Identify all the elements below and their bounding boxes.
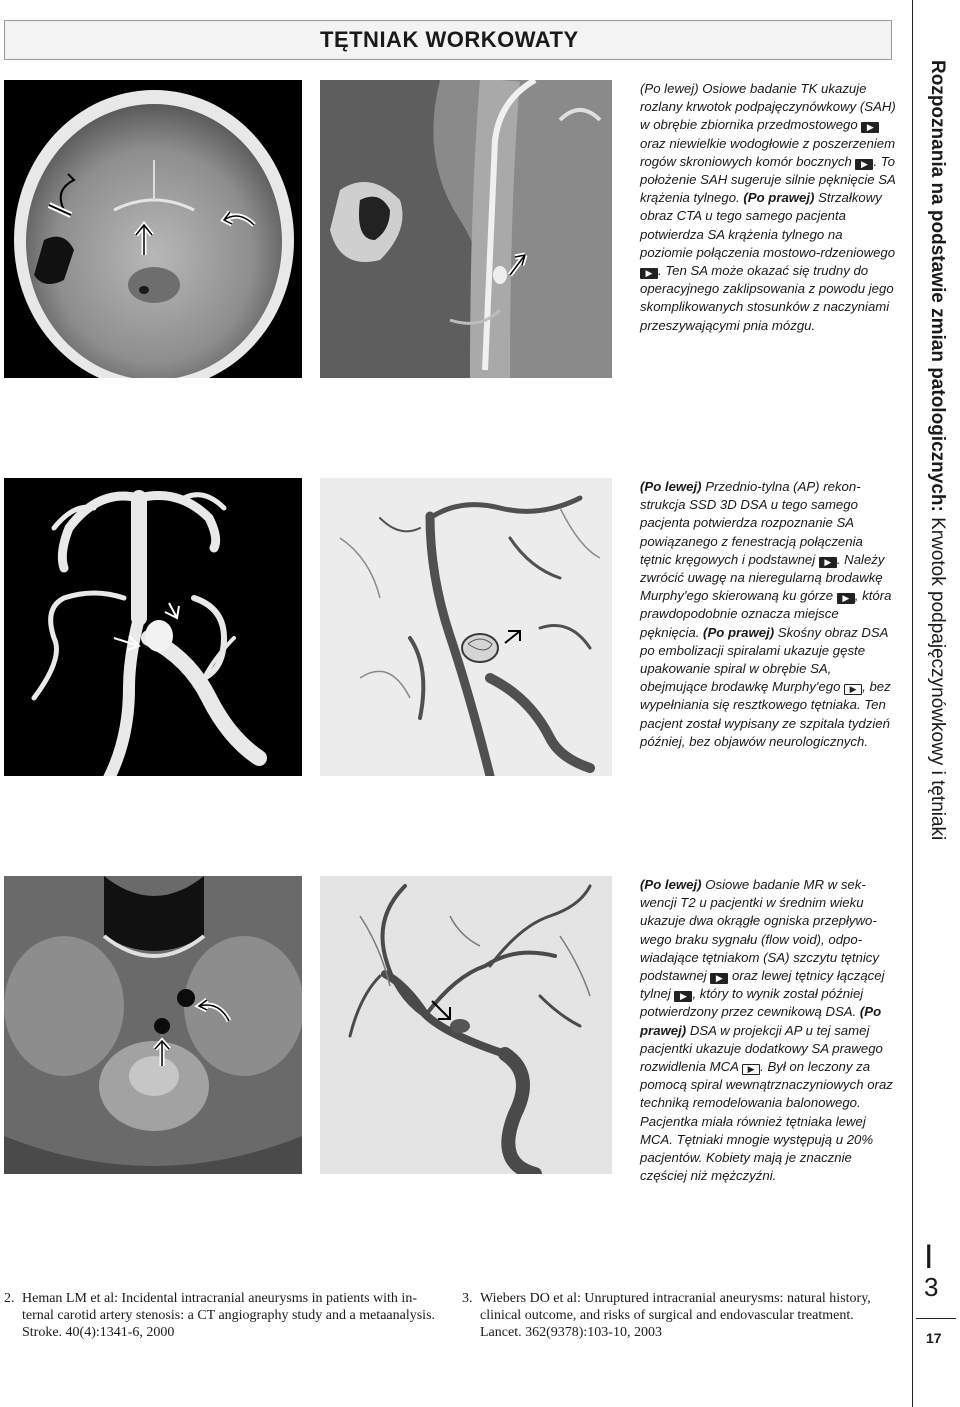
page-number-rule	[916, 1318, 956, 1319]
caption-1	[640, 80, 896, 335]
caption-text: DSA w projekcji AP u tej samej pacjentki ukazuje dodatkowy SA prawego rozwidlenia MCA	[640, 1022, 883, 1075]
caption-text: . To położenie SAH sugeruje silnie pęknięcie SA krążenia tylnego.	[640, 153, 896, 206]
ct-axial-image	[4, 80, 302, 378]
caption-text: . Ten SA może okazać się trudny do operacyjnego zaklipsowania z powodu jego skomplikowanych stosunków z naczyniami przeszywającymi pnia mózgu.	[640, 263, 894, 333]
reference-3	[462, 1290, 894, 1341]
caption-text: . Był on leczony za pomocą spiral wewnątrznaczyniowych oraz techniką remodelowania balonowego. Pacjentka miała również tętniaka lewej MCA. Tętniaki mnogie występują u 20% pacjentów. Kobiety mają je znacznie częściej niż mężczyźni.	[640, 1059, 893, 1184]
side-tab-title-bold: Rozpoznania na podstawie zmian patologicznych:	[927, 60, 948, 512]
dsa-3d-reconstruction-image	[4, 478, 302, 776]
inline-arrow-icon: ▶	[742, 1064, 760, 1075]
inline-arrow-icon: ▶	[861, 122, 879, 133]
caption-text: , który to wynik został później potwierdzony przez cewnikową DSA.	[640, 986, 864, 1020]
cta-sagittal-image	[320, 80, 612, 378]
inline-arrow-icon: ▶	[855, 159, 873, 170]
caption-text: (Po lewej)	[640, 81, 699, 96]
caption-label: (Po lewej)	[640, 877, 702, 892]
inline-arrow-icon: ▶	[710, 973, 728, 984]
caption-text: Strzałkowy obraz CTA u tego samego pacjenta potwierdza SA krążenia tylnego na poziomie połączenia mostowo-rdzeniowego	[640, 190, 896, 260]
caption-text: Osiowe badanie MR w sekwencji T2 u pacjentki w średnim wieku ukazuje dwa okrągłe ogniska przepływowego braku sygnału (flow void), odpowiadające tętniakom (SA) szczytu tętnicy podstawnej	[640, 877, 879, 984]
side-tab-title-light: Krwotok podpajęczynówkowy i tętniaki	[927, 511, 948, 841]
inline-arrow-icon: ▶	[819, 557, 837, 568]
caption-label: (Po prawej)	[640, 1004, 882, 1038]
caption-text: Osiowe badanie TK ukazuje rozlany krwotok podpajęczynówkowy (SAH) w obrębie zbiornika przedmostowego	[640, 81, 896, 133]
reference-number: 2.	[4, 1291, 15, 1306]
inline-arrow-icon: ▶	[837, 593, 855, 604]
page-title: TĘTNIAK WORKOWATY	[320, 27, 579, 52]
reference-text: Wiebers DO et al: Unruptured intracranial aneurysms: natural history, clinical outcome, and risks of surgical and endovascular treatment. Lancet. 362(9378):103-10, 2003	[480, 1291, 871, 1340]
side-tab-title	[926, 60, 948, 840]
dsa-oblique-coil-image	[320, 478, 612, 776]
page-number: 17	[926, 1330, 942, 1346]
header-bar	[4, 20, 892, 60]
caption-text: Przednio-tylna (AP) rekonstrukcja SSD 3D DSA u tego samego pacjenta potwierdza rozpoznanie SA powiązanego z fenestracją połączenia tętnic kręgowych i podstawnej	[640, 479, 863, 567]
caption-3	[640, 876, 896, 1185]
reference-2	[4, 1290, 436, 1341]
reference-number: 3.	[462, 1291, 473, 1306]
caption-text: . Należy zwrócić uwagę na nieregularną brodawkę Murphy'ego skierowaną ku górze	[640, 551, 885, 604]
caption-2	[640, 478, 896, 751]
inline-arrow-icon: ▶	[674, 991, 692, 1002]
caption-text: , bez wypełniania się resztkowego tętniaka. Ten pacjent został wypisany ze szpitala tydzień później, bez objawów neurologicznych.	[640, 679, 891, 749]
caption-text: Skośny obraz DSA po embolizacji spiralami ukazuje gęste upakowanie spiral w obrębie SA, obejmujące brodawkę Murphy'ego	[640, 624, 888, 695]
inline-arrow-icon: ▶	[844, 684, 862, 695]
caption-label: (Po lewej)	[640, 479, 702, 494]
inline-arrow-icon: ▶	[640, 268, 658, 279]
caption-text: , która prawdopodobnie oznacza miejsce pęknięcia.	[640, 588, 892, 640]
reference-text: Heman LM et al: Incidental intracranial aneurysms in patients with internal carotid artery stenosis: a CT angiography study and a metaanalysis. Stroke. 40(4):1341-6, 2000	[22, 1291, 436, 1340]
caption-label: (Po prawej)	[743, 190, 815, 206]
caption-label: (Po prawej)	[703, 624, 775, 640]
chapter-number: 3	[924, 1272, 939, 1302]
chapter-letter: I	[924, 1238, 934, 1276]
caption-text: oraz lewej tętnicy łączącej tylnej	[640, 968, 885, 1002]
dsa-ap-image	[320, 876, 612, 1174]
caption-text: oraz niewielkie wodogłowie z poszerzeniem rogów skroniowych komór bocznych	[640, 135, 896, 169]
mr-t2-axial-image	[4, 876, 302, 1174]
